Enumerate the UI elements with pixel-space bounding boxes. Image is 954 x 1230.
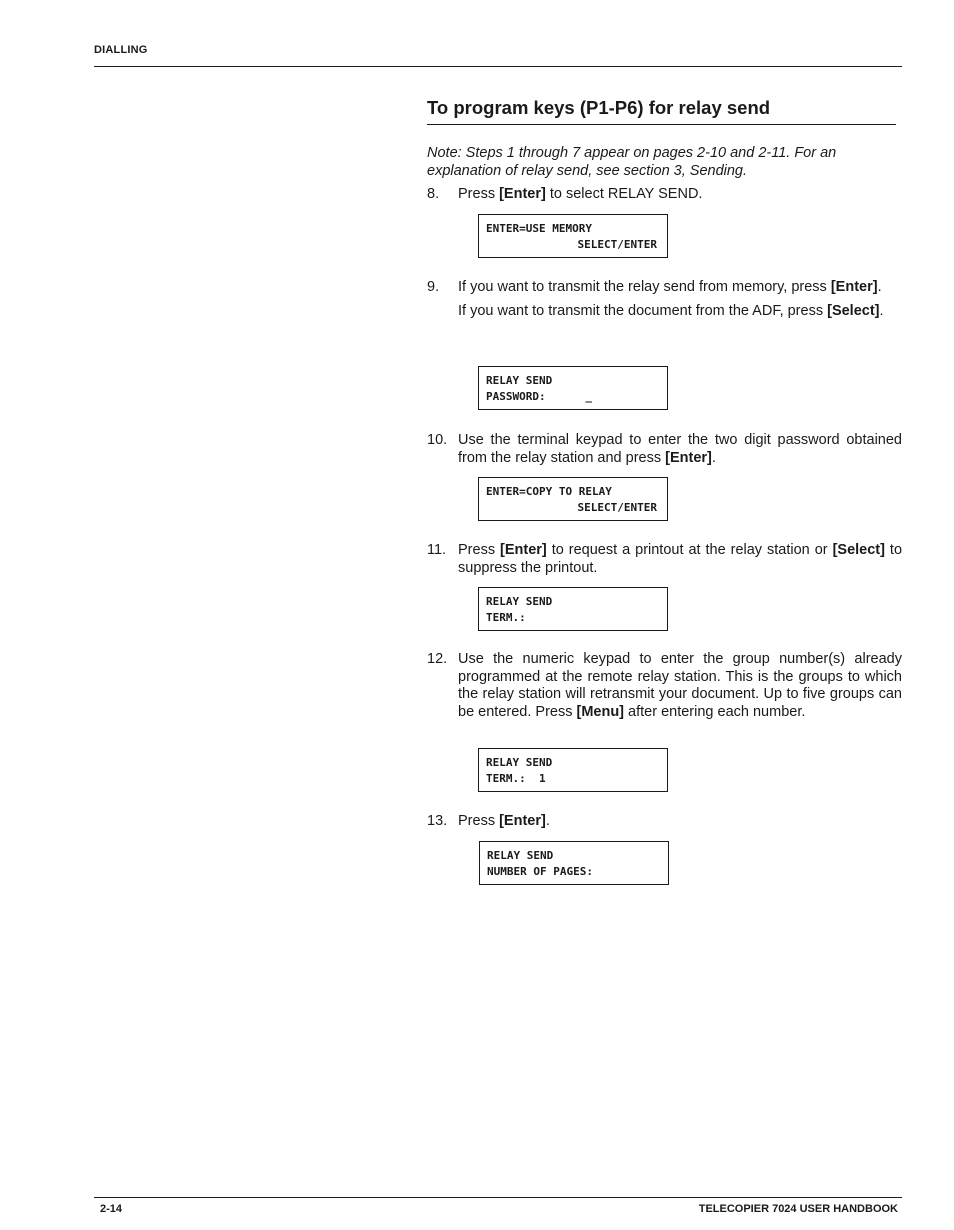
step-number: 13. <box>427 813 448 829</box>
lcd-line-1: RELAY SEND <box>486 756 553 769</box>
step-text: Press [Enter] to request a printout at the relay station or [Select] to suppress the printout. <box>458 542 903 576</box>
lcd-line-2: TERM.: <box>486 611 526 624</box>
step-text: If you want to transmit the relay send from memory, press [Enter]. <box>458 279 882 295</box>
footer-rule <box>94 1197 902 1198</box>
lcd-display-enter-use-memory <box>478 214 668 258</box>
key-enter: [Enter] <box>665 449 712 466</box>
step-number: 9. <box>427 279 440 295</box>
step-10 <box>427 432 902 467</box>
key-enter: [Enter] <box>499 813 546 829</box>
lcd-display-password <box>478 366 668 410</box>
step-number: 11. <box>427 542 447 558</box>
step-text-alt: If you want to transmit the document from the ADF, press [Select]. <box>458 302 884 319</box>
lcd-line-2: NUMBER OF PAGES: <box>487 865 593 878</box>
title-rule <box>427 124 896 125</box>
lcd-display-relay-send-term <box>478 587 668 631</box>
lcd-display-number-of-pages <box>479 841 669 885</box>
lcd-line-1: ENTER=USE MEMORY <box>486 222 592 235</box>
lcd-line-1: ENTER=COPY TO RELAY <box>486 485 612 498</box>
lcd-line-1: RELAY SEND <box>487 849 554 862</box>
step-9 <box>427 279 902 320</box>
lcd-line-2: PASSWORD: _ <box>486 390 592 403</box>
header-rule <box>94 66 902 67</box>
step-text: Press [Enter] to select RELAY SEND. <box>458 186 703 202</box>
step-13 <box>427 813 902 831</box>
lcd-line-2: SELECT/ENTER <box>577 238 657 251</box>
key-select: [Select] <box>827 302 880 319</box>
note-paragraph: Note: Steps 1 through 7 appear on pages 2-10 and 2-11. For an explanation of relay send, see section 3, Sending. <box>427 145 837 179</box>
lcd-line-2: SELECT/ENTER <box>577 501 657 514</box>
key-enter: [Enter] <box>499 186 546 202</box>
running-header: DIALLING <box>94 44 148 56</box>
step-12 <box>427 651 902 721</box>
step-number: 12. <box>427 651 448 667</box>
book-title: TELECOPIER 7024 USER HANDBOOK <box>698 1203 898 1215</box>
lcd-line-2: TERM.: 1 <box>486 772 546 785</box>
step-text: Use the terminal keypad to enter the two digit password obtained from the relay station and press [Enter]. <box>458 432 902 466</box>
page-number: 2-14 <box>100 1203 123 1215</box>
lcd-line-1: RELAY SEND <box>486 595 553 608</box>
key-menu: [Menu] <box>576 703 625 720</box>
section-title: To program keys (P1-P6) for relay send <box>427 97 771 118</box>
key-enter: [Enter] <box>500 542 547 558</box>
key-enter: [Enter] <box>830 279 878 295</box>
step-11 <box>427 542 902 577</box>
lcd-line-1: RELAY SEND <box>486 374 553 387</box>
step-number: 10. <box>427 432 448 448</box>
lcd-display-enter-copy-to-relay <box>478 477 668 521</box>
step-text: Use the numeric keypad to enter the group number(s) already programmed at the remote relay station. This is the groups to which the relay station will retransmit your document. Up to five groups can be entered. Press [Menu] after entering each number. <box>458 651 902 720</box>
step-number: 8. <box>427 186 440 202</box>
step-text: Press [Enter]. <box>458 813 550 829</box>
key-select: [Select] <box>832 542 885 558</box>
step-8 <box>427 186 902 204</box>
lcd-display-relay-send-term-1 <box>478 748 668 792</box>
